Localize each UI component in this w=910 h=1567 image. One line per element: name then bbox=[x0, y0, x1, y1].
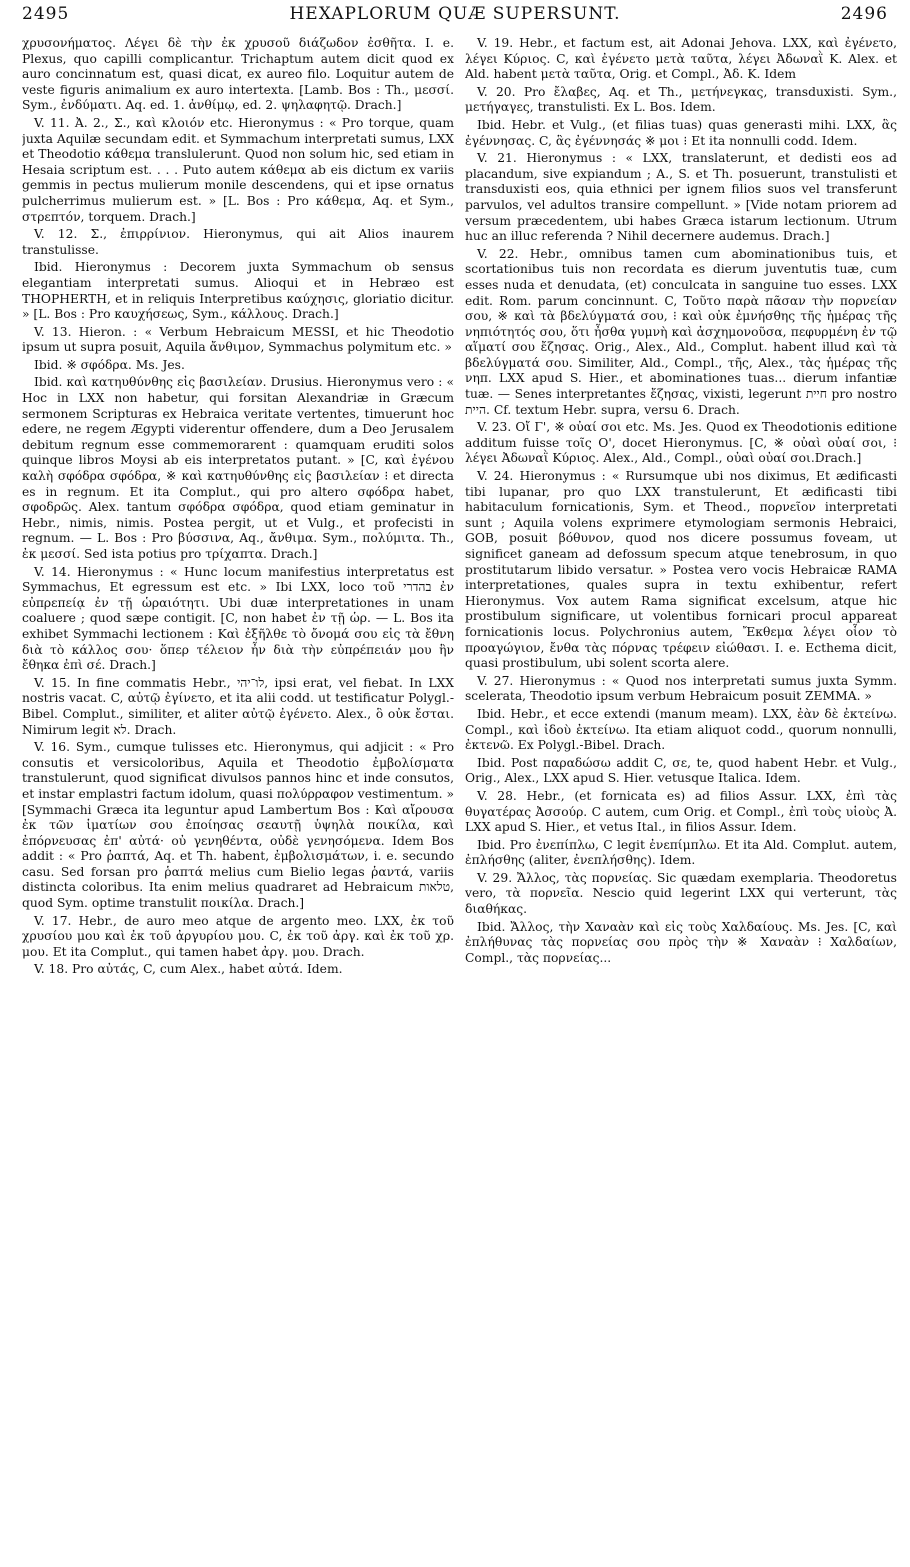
paragraph: V. 12. Σ., ἐπιρρίνιον. Hieronymus, qui ait Alios inaurem transtulisse. bbox=[22, 227, 454, 257]
paragraph: Ibid. ※ σφόδρα. Ms. Jes. bbox=[34, 357, 185, 372]
paragraph: V. 13. Hieron. : « Verbum Hebraicum MESSI, et hic Theodotio ipsum ut supra posuit, Aquila ἄνθιμον, Symmachus polymitum etc. » bbox=[22, 324, 454, 355]
right-page-number: 2496 bbox=[840, 4, 888, 24]
paragraph: Ibid. Hebr. et Vulg., (et filias tuas) quas generasti mihi. LXX, ἃς ἐγέννησας. C, ἃς ἐγέννησάς ※ μοι ⁝ Et ita nonnulli codd. Idem. bbox=[465, 117, 897, 148]
paragraph: V. 17. Hebr., de auro meo atque de argento meo. LXX, ἐκ τοῦ χρυσίου μου καὶ ἐκ τοῦ ἀργυρίου μου. C, ἐκ τοῦ ἀργ. καὶ ἐκ τοῦ χρ. μου. Et ita Complut., qui tamen habet ἀργ. μου. Drach. bbox=[22, 913, 454, 959]
left-column bbox=[22, 36, 454, 1548]
paragraph: V. 11. Ἀ. 2., Σ., καὶ κλοιόν etc. Hieronymus : « Pro torque, quam juxta Aquilæ secundam edit. et Symmachum interpretati sumus, LXX et Theodotio κάθεμα translulerunt. Quod non solum hic, sed etiam in Hesaia scriptum est. . . . Puto autem κάθεμα ab eis dictum ex variis gemmis in pectus mulierum monile descendens, qui et ipse ornatus pulcherrimus mulierum est. » [L. Bos : Pro κάθεμα, Aq. et Sym., στρεπτόν, torquem. Drach.] bbox=[22, 115, 454, 224]
paragraph: V. 18. Pro αὐτάς, C, cum Alex., habet αὐτά. Idem. bbox=[34, 962, 343, 977]
running-title: HEXAPLORUM QUÆ SUPERSUNT. bbox=[289, 4, 621, 24]
paragraph: V. 19. Hebr., et factum est, ait Adonai Jehova. LXX, καὶ ἐγένετο, λέγει Κύριος. C, καὶ ἐγένετο μετὰ ταῦτα, λέγει Ἀδωναῒ Κ. Alex. et Ald. habent μετὰ ταῦτα, Orig. et Compl., Ἀδ. Κ. Idem bbox=[465, 36, 897, 82]
paragraph: V. 21. Hieronymus : « LXX, translaterunt, et dedisti eos ad placandum, sive expiandum ; A., S. et Th. posuerunt, transtulisti et transduxisti eos, quia ethnici per ignem filios suos vel transferunt parvulos, vel adultos transire compellunt. » [Vide notam priorem ad versum præcedentem, ubi habes Græca istarum lectionum. Utrum huc an illuc referenda ? Nihil decernere audemus. Drach.] bbox=[465, 151, 897, 244]
left-page-number: 2495 bbox=[22, 4, 70, 24]
paragraph: V. 29. Ἄλλος, τὰς πορνείας. Sic quædam exemplaria. Theodoretus vero, τὰ πορνεῖα. Nescio quid legerint LXX qui verterunt, τὰς διαθήκας. bbox=[465, 870, 897, 917]
paragraph: Ibid. Pro ἐνεπίπλω, C legit ἐνεπίμπλω. Et ita Ald. Complut. autem, ἐπλήσθης (aliter, ἐνεπλήσθης). Idem. bbox=[465, 837, 897, 868]
paragraph: V. 16. Sym., cumque tulisses etc. Hieronymus, qui adjicit : « Pro consutis et versicoloribus, Aquila et Theodotio ἐμβολίσματα transtulerunt, quod significat divulsos pannos hinc et inde consutos, et instar emplastri factum idolum, quasi πολύρραφον vestimentum. » [Symmachi Græca ita leguntur apud Lambertum Bos : Καὶ αἴρουσα ἐκ τῶν ἱματίων σου ἐποίησας σεαυτῇ ὑψηλὰ ποικίλα, καὶ ἐπόρνευσας ἐπ' αὐτά· οὐ γενηθέντα, οὐδὲ γενησόμενα. Idem Bos addit : « Pro ῥαπτά, Aq. et Th. habent, ἐμβολισμάτων, i. e. secundo casu. Sed forsan pro ῥαπτά melius cum Bielio legas ῥαντά, variis distincta coloribus. Ita enim melius quadraret ad Hebraicum טלאות, quod Sym. optime transtulit ποικίλα. Drach.] bbox=[22, 740, 454, 911]
paragraph: Ibid. Ἄλλος, τὴν Χαναὰν καὶ εἰς τοὺς Χαλδαίους. Ms. Jes. [C, καὶ ἐπλήθυνας τὰς πορνείας σου πρὸς τὴν ※ Χαναὰν ⁝ Χαλδαίων, Compl., τὰς πορνείας... bbox=[465, 919, 897, 965]
running-header bbox=[22, 4, 888, 30]
paragraph: Ibid. Hieronymus : Decorem juxta Symmachum ob sensus elegantiam interpretati sumus. Alioqui et in Hebræo est THOPHERTH, et in reliquis Interpretibus καύχησις, gloriatio dicitur. » [L. Bos : Pro καυχήσεως, Sym., κάλλους. Drach.] bbox=[22, 260, 454, 322]
paragraph: Ibid. Post παραδώσω addit C, σε, te, quod habent Hebr. et Vulg., Orig., Alex., LXX apud S. Hier. vetusque Italica. Idem. bbox=[465, 755, 897, 786]
paragraph: V. 24. Hieronymus : « Rursumque ubi nos diximus, Et ædificasti tibi lupanar, pro quo LXX transtulerunt, Et ædificasti tibi habitaculum fornicationis, Sym. et Theod., πορνεῖον interpretati sunt ; Aquila volens exprimere etymologiam sermonis Hebraici, GOB, posuit βόθυνον, quod nos dicere possumus foveam, ut significet ganeam ad defossum specum atque tenebrosum, in quo prostitutarum libido versatur. » Postea vero vocis Hebraicæ RAMA interpretationes, quales supra in textu exhibentur, refert Hieronymus. Vox autem Rama significat excelsum, atque hic prostibulum significare, ut volentibus fornicari procul appareat fornicationis locus. Polychronius autem, Ἔκθεμα λέγει οἷον τὸ προαγώγιον, ἔνθα τὰς πόρνας τρέφειν εἰώθασι. I. e. Ecthema dicit, quasi prostibulum, ubi solent scorta alere. bbox=[465, 469, 897, 671]
paragraph: V. 20. Pro ἔλαβες, Aq. et Th., μετήνεγκας, transduxisti. Sym., μετήγαγες, transtulisti. Ex L. Bos. Idem. bbox=[465, 84, 897, 115]
paragraph: V. 27. Hieronymus : « Quod nos interpretati sumus juxta Symm. scelerata, Theodotio ipsum verbum Hebraicum posuit ZEMMA. » bbox=[465, 673, 897, 704]
paragraph: V. 15. In fine commatis Hebr., לו־יהי, ipsi erat, vel fiebat. In LXX nostris vacat. C, αὐτῷ ἐγίνετο, et ita alii codd. ut testificatur Polygl.-Bibel. Complut., similiter, et aliter αὐτῷ ἐγένετο. Alex., ὃ οὐκ ἔσται. Nimirum legit לא. Drach. bbox=[22, 675, 454, 737]
paragraph: χρυσονήματος. Λέγει δὲ τὴν ἐκ χρυσοῦ διάζωδον ἐσθῆτα. I. e. Plexus, quo capilli complicantur. Trichaptum autem dicit quod ex auro concinnatum est, quasi dicat, ex aureo filo. Loquitur autem de veste figuris animalium ex auro intertexta. [Lamb. Bos : Th., μεσσί. Sym., ἐνδύματι. Aq. ed. 1. ἀνθίμῳ, ed. 2. ψηλαφητῷ. Drach.] bbox=[22, 36, 454, 113]
right-column bbox=[465, 36, 897, 1548]
paragraph: V. 22. Hebr., omnibus tamen cum abominationibus tuis, et scortationibus tuis non recordata es dierum juventutis tuæ, cum esses nuda et denudata, (et) conculcata in sanguine tuo esses. LXX edit. Rom. parum concinnunt. C, Τοῦτο παρὰ πᾶσαν τὴν πορνείαν σου, ※ καὶ τὰ βδελύγματά σου, ⁝ καὶ οὐκ ἐμνήσθης τῆς ἡμέρας τῆς νηπιότητός σου, ὅτι ἦσθα γυμνὴ καὶ ἀσχημονοῦσα, πεφυρμένη ἐν τῷ αἵματί σου ἔζησας. Orig., Alex., Ald., Complut. habent illud καὶ τὰ βδελύγματά σου. Similiter, Ald., Compl., τῆς, Alex., τὰς ἡμέρας τῆς νηπ. LXX apud S. Hier., et abominationes tuas... dierum infantiæ tuæ. — Senes interpretantes ἔζησας, vixisti, legerunt חיית pro nostro היית. Cf. textum Hebr. supra, versu 6. Drach. bbox=[465, 246, 897, 417]
paragraph: V. 28. Hebr., (et fornicata es) ad filios Assur. LXX, ἐπὶ τὰς θυγατέρας Ἀσσούρ. C autem, cum Orig. et Compl., ἐπὶ τοὺς υἱοὺς Ἀ. LXX apud S. Hier., et vetus Ital., in filios Assur. Idem. bbox=[465, 788, 897, 835]
paragraph: V. 14. Hieronymus : « Hunc locum manifestius interpretatus est Symmachus, Et egressum est etc. » Ibi LXX, loco τοῦ בהדרי ἐν εὐπρεπείᾳ ἐν τῇ ὡραιότητι. Ubi duæ interpretationes in unam coaluere ; quod sæpe contigit. [C, non habet ἐν τῇ ὡρ. — L. Bos ita exhibet Symmachi lectionem : Καὶ ἐξῆλθε τὸ ὄνομά σου εἰς τὰ ἔθνη διὰ τὸ κάλλος σου· ὅπερ τέλειον ἦν διὰ τὴν εὐπρέπειάν μου ἣν ἔθηκα ἐπὶ σέ. Drach.] bbox=[22, 564, 454, 673]
paragraph: Ibid. Hebr., et ecce extendi (manum meam). LXX, ἐὰν δὲ ἐκτείνω. Compl., καὶ ἰδοὺ ἐκτείνω. Ita etiam aliquot codd., quorum nonnulli, ἐκτενῶ. Ex Polygl.-Bibel. Drach. bbox=[465, 706, 897, 753]
paragraph: Ibid. καὶ κατηυθύνθης εἰς βασιλείαν. Drusius. Hieronymus vero : « Hoc in LXX non habetur, qui forsitan Alexandriæ in Græcum sermonem Scripturas ex Hebraica veritate vertentes, timuerunt hoc edere, ne regem Ægypti viderentur offendere, dum a Deo Jerusalem debitum regnum esse commemorarent : quamquam eruditi solos quinque libros Moysi ab eis interpretatos putant. » [C, καὶ ἐγένου καλὴ σφόδρα σφόδρα, ※ καὶ κατηυθύνθης εἰς βασιλείαν ⁝ et directa es in regnum. Et ita Complut., qui pro altero σφόδρα habet, σφοδρῶς. Alex. tantum σφόδρα σφόδρα, quod etiam geminatur in Hebr., nimis, nimis. Postea pergit, ut et Vulg., et profecisti in regnum. — L. Bos : Pro βύσσινα, Aq., ἄνθιμα. Sym., πολύμιτα. Th., ἐκ μεσσί. Sed ista potius pro τρίχαπτα. Drach.] bbox=[22, 375, 454, 561]
paragraph: V. 23. Οἴ Γ', ※ οὐαί σοι etc. Ms. Jes. Quod ex Theodotionis editione additum fuisse τοῖς Ο', docet Hieronymus. [C, ※ οὐαὶ οὐαί σοι, ⁝ λέγει Ἀδωναῒ Κύριος. Alex., Ald., Compl., οὐαὶ οὐαί σοι.Drach.] bbox=[465, 420, 897, 466]
